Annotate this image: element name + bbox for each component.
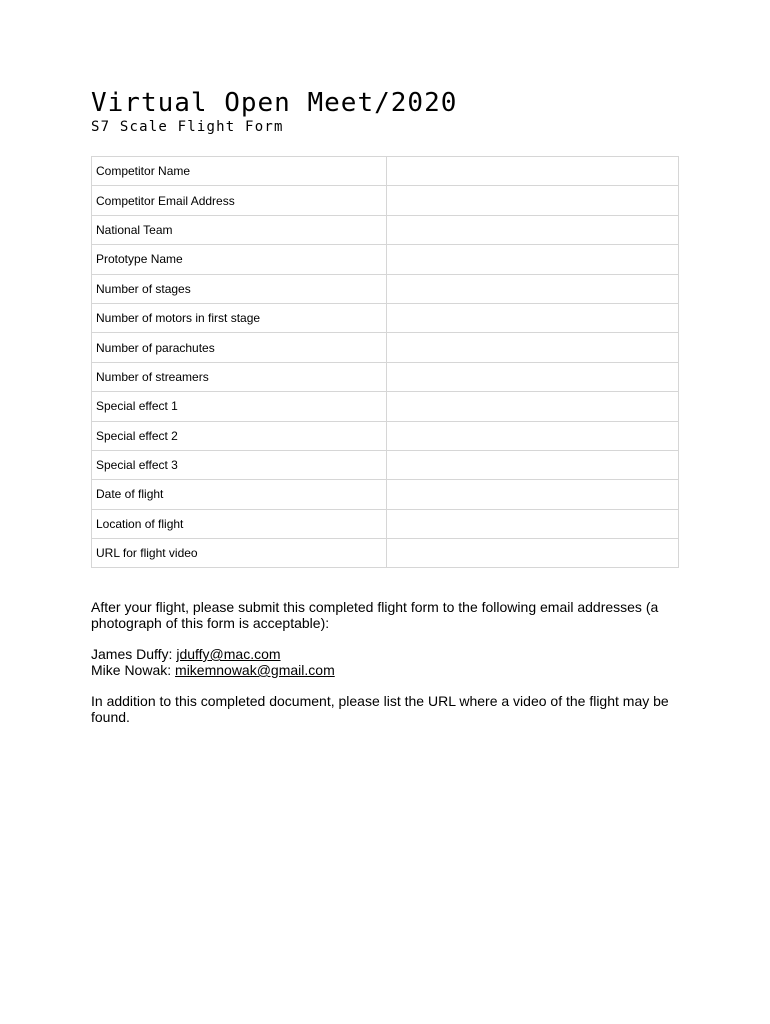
field-value-flight-video-url[interactable] (387, 539, 679, 568)
field-value-number-of-streamers[interactable] (387, 362, 679, 391)
field-value-location-of-flight[interactable] (387, 509, 679, 538)
field-label-competitor-email: Competitor Email Address (92, 186, 387, 215)
table-row (92, 186, 679, 215)
table-row (92, 215, 679, 244)
table-row (92, 362, 679, 391)
table-row (92, 421, 679, 450)
field-value-special-effect-3[interactable] (387, 450, 679, 479)
field-label-special-effect-1: Special effect 1 (92, 392, 387, 421)
field-label-special-effect-2: Special effect 2 (92, 421, 387, 450)
table-row (92, 245, 679, 274)
table-row (92, 303, 679, 332)
table-row (92, 539, 679, 568)
table-row (92, 274, 679, 303)
table-row (92, 392, 679, 421)
flight-form-table (91, 156, 679, 568)
field-label-competitor-name: Competitor Name (92, 157, 387, 186)
field-label-number-of-streamers: Number of streamers (92, 362, 387, 391)
email-link-mike-nowak[interactable]: mikemnowak@gmail.com (175, 662, 335, 678)
field-label-prototype-name: Prototype Name (92, 245, 387, 274)
field-label-motors-first-stage: Number of motors in first stage (92, 303, 387, 332)
contact-list (91, 646, 681, 678)
field-label-number-of-parachutes: Number of parachutes (92, 333, 387, 362)
email-link-james-duffy[interactable]: jduffy@mac.com (176, 646, 281, 662)
field-label-national-team: National Team (92, 215, 387, 244)
page-subtitle: S7 Scale Flight Form (91, 119, 284, 135)
table-row (92, 509, 679, 538)
field-value-number-of-stages[interactable] (387, 274, 679, 303)
field-value-number-of-parachutes[interactable] (387, 333, 679, 362)
table-row (92, 480, 679, 509)
field-value-competitor-name[interactable] (387, 157, 679, 186)
field-value-competitor-email[interactable] (387, 186, 679, 215)
field-value-prototype-name[interactable] (387, 245, 679, 274)
instructions-section (91, 599, 681, 740)
field-value-national-team[interactable] (387, 215, 679, 244)
field-value-special-effect-2[interactable] (387, 421, 679, 450)
field-value-date-of-flight[interactable] (387, 480, 679, 509)
field-value-special-effect-1[interactable] (387, 392, 679, 421)
field-label-flight-video-url: URL for flight video (92, 539, 387, 568)
table-row (92, 157, 679, 186)
field-label-number-of-stages: Number of stages (92, 274, 387, 303)
field-value-motors-first-stage[interactable] (387, 303, 679, 332)
instructions-note: In addition to this completed document, please list the URL where a video of the flight may be found. (91, 693, 669, 725)
contact-name-james-duffy: James Duffy: (91, 646, 173, 662)
field-label-date-of-flight: Date of flight (92, 480, 387, 509)
page-title: Virtual Open Meet/2020 (91, 88, 458, 118)
contact-name-mike-nowak: Mike Nowak: (91, 662, 172, 678)
instructions-intro: After your flight, please submit this completed flight form to the following email addresses (a photograph of this form is acceptable): (91, 599, 659, 631)
table-row (92, 333, 679, 362)
table-row (92, 450, 679, 479)
field-label-special-effect-3: Special effect 3 (92, 450, 387, 479)
field-label-location-of-flight: Location of flight (92, 509, 387, 538)
